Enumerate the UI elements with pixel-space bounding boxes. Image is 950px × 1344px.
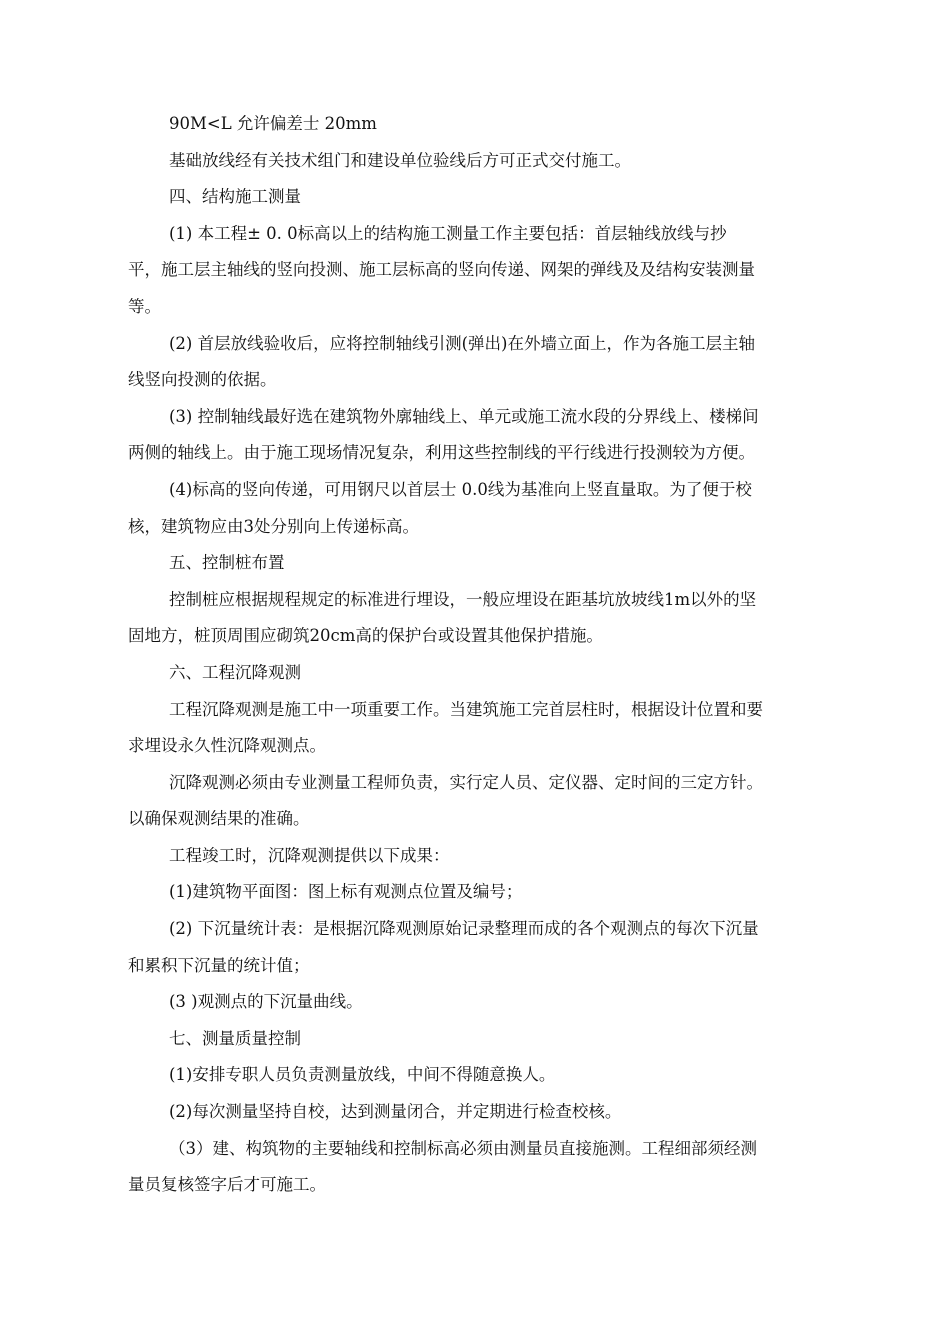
document-body — [128, 106, 828, 1204]
text-line: 求埋设永久性沉降观测点。 — [128, 736, 326, 756]
text-line: 90M<L 允许偏差士 20mm — [169, 114, 377, 133]
text-line: 沉降观测必须由专业测量工程师负责，实行定人员、定仪器、定时间的三定方针。 — [169, 772, 763, 792]
text-line: 固地方，桩顶周围应砌筑20cm高的保护台或设置其他保护措施。 — [128, 626, 603, 646]
text-line: 两侧的轴线上。由于施工现场情况复杂，利用这些控制线的平行线进行投测较为方便。 — [128, 443, 755, 463]
text-line: 基础放线经有关技术组门和建设单位验线后方可正式交付施工。 — [169, 150, 631, 170]
text-line: (1)建筑物平面图：图上标有观测点位置及编号； — [169, 882, 523, 902]
text-line: 工程沉降观测是施工中一项重要工作。当建筑施工完首层柱时，根据设计位置和要 — [169, 699, 763, 719]
text-line: (3 )观测点的下沉量曲线。 — [169, 992, 363, 1012]
text-line: 以确保观测结果的准确。 — [128, 809, 310, 829]
text-line: 平，施工层主轴线的竖向投测、施工层标高的竖向传递、网架的弹线及及结构安装测量 — [128, 260, 755, 280]
text-line: 工程竣工时，沉降观测提供以下成果： — [169, 845, 450, 865]
text-line: (3) 控制轴线最好选在建筑物外廓轴线上、单元或施工流水段的分界线上、楼梯间 — [169, 406, 759, 426]
text-line: (1) 本工程± 0. 0标高以上的结构施工测量工作主要包括：首层轴线放线与抄 — [169, 223, 727, 243]
text-line: 和累积下沉量的统计值； — [128, 955, 310, 975]
text-line: 控制桩应根据规程规定的标准进行埋设，一般应埋设在距基坑放坡线1m以外的坚 — [169, 589, 757, 609]
text-line: (2)每次测量坚持自校，达到测量闭合，并定期进行检查校核。 — [169, 1102, 622, 1122]
text-line: 线竖向投测的依据。 — [128, 370, 277, 390]
section-heading: 五、控制桩布置 — [169, 553, 285, 573]
text-line: (4)标高的竖向传递，可用钢尺以首层士 0.0线为基准向上竖直量取。为了便于校 — [169, 479, 752, 499]
text-line: 等。 — [128, 296, 161, 316]
text-line: （3）建、构筑物的主要轴线和控制标高必须由测量员直接施测。工程细部须经测 — [169, 1138, 757, 1158]
text-line: 核，建筑物应由3处分别向上传递标高。 — [128, 516, 419, 536]
section-heading: 四、结构施工测量 — [169, 187, 301, 207]
text-line: (2) 首层放线验收后，应将控制轴线引测(弹出)在外墙立面上，作为各施工层主轴 — [169, 333, 755, 353]
text-line: (2) 下沉量统计表：是根据沉降观测原始记录整理而成的各个观测点的每次下沉量 — [169, 919, 759, 939]
text-line: 量员复核签字后才可施工。 — [128, 1175, 326, 1195]
text-line: (1)安排专职人员负责测量放线，中间不得随意换人。 — [169, 1065, 556, 1085]
section-heading: 七、测量质量控制 — [169, 1028, 301, 1048]
section-heading: 六、工程沉降观测 — [169, 662, 301, 682]
